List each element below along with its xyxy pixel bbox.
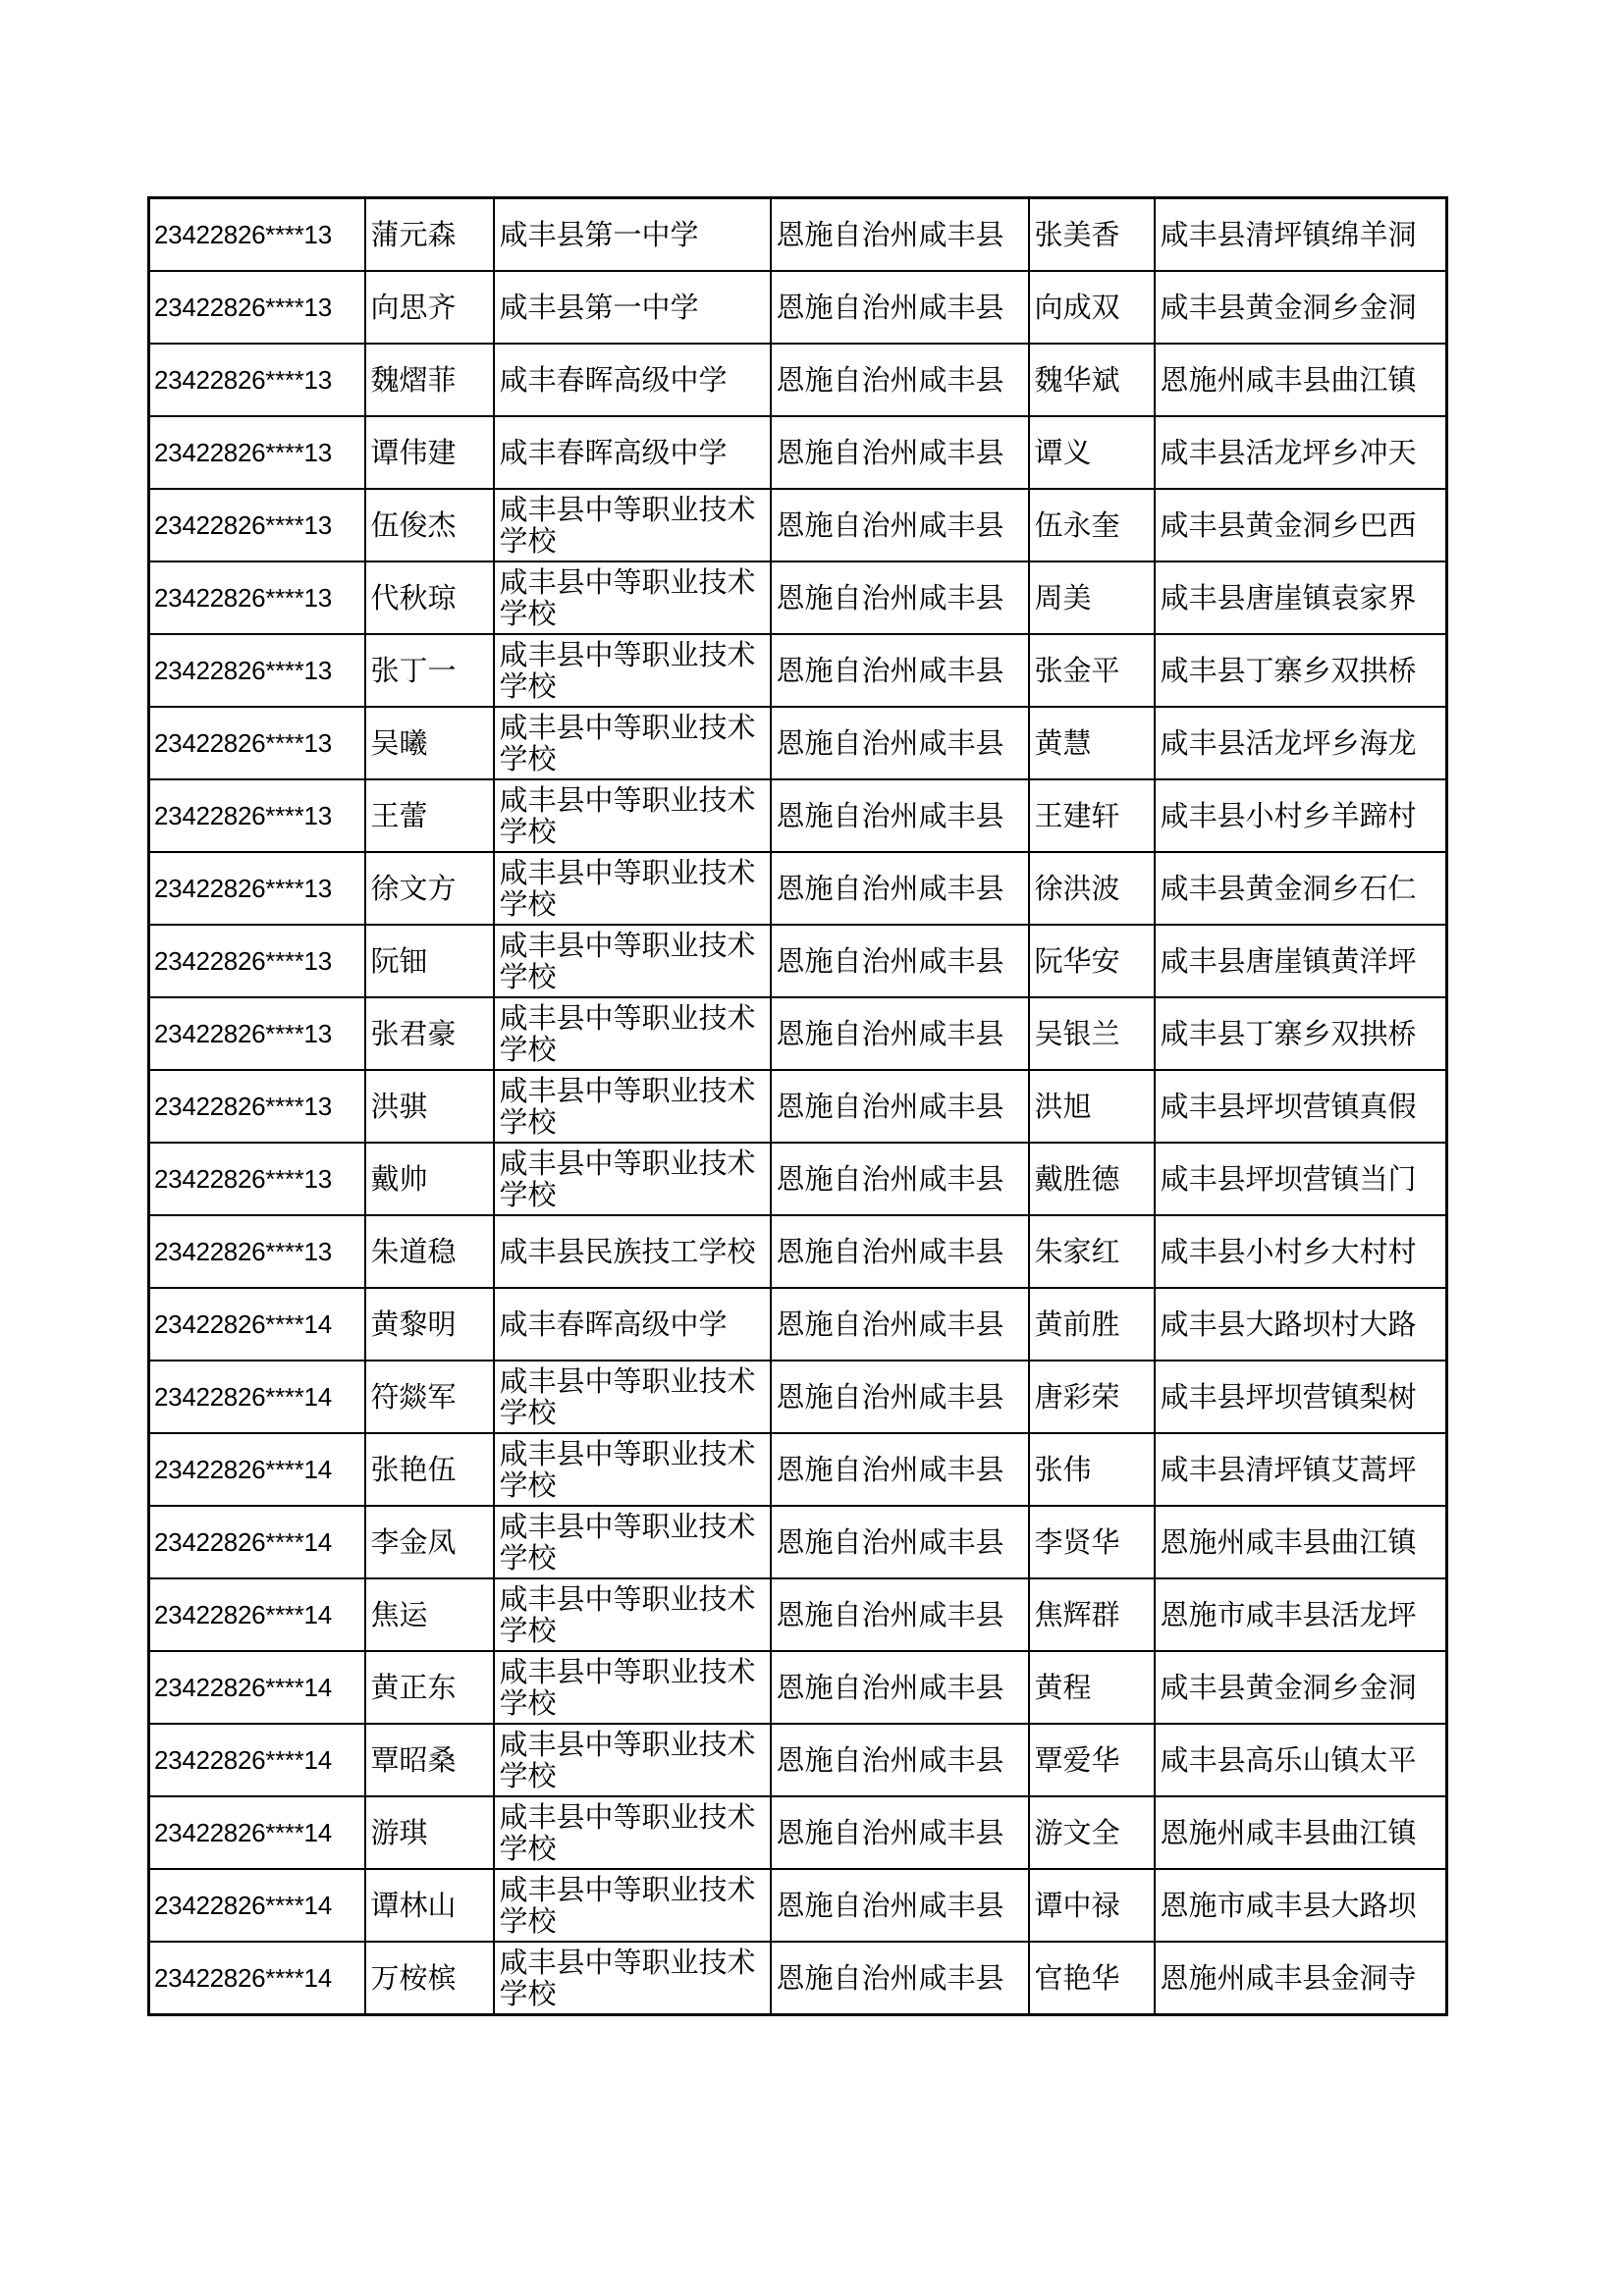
student-name-cell: 覃昭桑 <box>365 1724 494 1796</box>
guardian-name-cell: 魏华斌 <box>1029 344 1155 416</box>
school-cell: 咸丰县中等职业技术学校 <box>494 1942 771 2015</box>
school-cell: 咸丰县中等职业技术学校 <box>494 997 771 1070</box>
student-name-cell: 张艳伍 <box>365 1433 494 1506</box>
table-row <box>149 1942 1447 2015</box>
guardian-name-cell: 黄慧 <box>1029 707 1155 779</box>
address-cell: 咸丰县坪坝营镇真假 <box>1155 1070 1447 1143</box>
school-cell: 咸丰县中等职业技术学校 <box>494 1869 771 1942</box>
guardian-name-cell: 伍永奎 <box>1029 489 1155 561</box>
student-name-cell: 蒲元森 <box>365 198 494 272</box>
region-cell: 恩施自治州咸丰县 <box>771 1796 1029 1869</box>
address-cell: 恩施市咸丰县大路坝 <box>1155 1869 1447 1942</box>
region-cell: 恩施自治州咸丰县 <box>771 1288 1029 1361</box>
guardian-name-cell: 黄前胜 <box>1029 1288 1155 1361</box>
guardian-name-cell: 张伟 <box>1029 1433 1155 1506</box>
address-cell: 咸丰县高乐山镇太平 <box>1155 1724 1447 1796</box>
guardian-name-cell: 游文全 <box>1029 1796 1155 1869</box>
student-name-cell: 戴帅 <box>365 1143 494 1215</box>
table-row <box>149 1506 1447 1578</box>
table-row <box>149 1143 1447 1215</box>
student-name-cell: 洪骐 <box>365 1070 494 1143</box>
school-cell: 咸丰春晖高级中学 <box>494 1288 771 1361</box>
id-number-cell: 23422826****13 <box>149 997 365 1070</box>
id-number-cell: 23422826****13 <box>149 1143 365 1215</box>
region-cell: 恩施自治州咸丰县 <box>771 997 1029 1070</box>
table-row <box>149 1288 1447 1361</box>
id-number-cell: 23422826****13 <box>149 561 365 634</box>
student-name-cell: 李金凤 <box>365 1506 494 1578</box>
id-number-cell: 23422826****13 <box>149 779 365 852</box>
guardian-name-cell: 谭义 <box>1029 416 1155 489</box>
id-number-cell: 23422826****14 <box>149 1288 365 1361</box>
region-cell: 恩施自治州咸丰县 <box>771 1651 1029 1724</box>
table-row <box>149 1796 1447 1869</box>
guardian-name-cell: 官艳华 <box>1029 1942 1155 2015</box>
roster-body <box>149 198 1447 2015</box>
region-cell: 恩施自治州咸丰县 <box>771 1215 1029 1288</box>
school-cell: 咸丰县中等职业技术学校 <box>494 852 771 925</box>
school-cell: 咸丰县中等职业技术学校 <box>494 1361 771 1433</box>
guardian-name-cell: 覃爱华 <box>1029 1724 1155 1796</box>
region-cell: 恩施自治州咸丰县 <box>771 271 1029 344</box>
guardian-name-cell: 王建轩 <box>1029 779 1155 852</box>
student-name-cell: 黄正东 <box>365 1651 494 1724</box>
address-cell: 咸丰县活龙坪乡冲天 <box>1155 416 1447 489</box>
student-roster-table <box>147 196 1448 2016</box>
school-cell: 咸丰县中等职业技术学校 <box>494 925 771 997</box>
table-row <box>149 1433 1447 1506</box>
region-cell: 恩施自治州咸丰县 <box>771 198 1029 272</box>
region-cell: 恩施自治州咸丰县 <box>771 1724 1029 1796</box>
table-row <box>149 1361 1447 1433</box>
address-cell: 咸丰县黄金洞乡金洞 <box>1155 1651 1447 1724</box>
table-row <box>149 1070 1447 1143</box>
school-cell: 咸丰县民族技工学校 <box>494 1215 771 1288</box>
region-cell: 恩施自治州咸丰县 <box>771 1869 1029 1942</box>
student-name-cell: 王蕾 <box>365 779 494 852</box>
region-cell: 恩施自治州咸丰县 <box>771 1433 1029 1506</box>
id-number-cell: 23422826****13 <box>149 925 365 997</box>
table-row <box>149 489 1447 561</box>
address-cell: 咸丰县活龙坪乡海龙 <box>1155 707 1447 779</box>
region-cell: 恩施自治州咸丰县 <box>771 416 1029 489</box>
school-cell: 咸丰县中等职业技术学校 <box>494 779 771 852</box>
guardian-name-cell: 朱家红 <box>1029 1215 1155 1288</box>
id-number-cell: 23422826****14 <box>149 1506 365 1578</box>
guardian-name-cell: 戴胜德 <box>1029 1143 1155 1215</box>
student-name-cell: 游琪 <box>365 1796 494 1869</box>
guardian-name-cell: 洪旭 <box>1029 1070 1155 1143</box>
guardian-name-cell: 焦辉群 <box>1029 1578 1155 1651</box>
school-cell: 咸丰县中等职业技术学校 <box>494 707 771 779</box>
school-cell: 咸丰县中等职业技术学校 <box>494 1070 771 1143</box>
student-name-cell: 万桉槟 <box>365 1942 494 2015</box>
region-cell: 恩施自治州咸丰县 <box>771 707 1029 779</box>
guardian-name-cell: 吴银兰 <box>1029 997 1155 1070</box>
address-cell: 恩施州咸丰县金洞寺 <box>1155 1942 1447 2015</box>
table-row <box>149 271 1447 344</box>
id-number-cell: 23422826****14 <box>149 1578 365 1651</box>
guardian-name-cell: 谭中禄 <box>1029 1869 1155 1942</box>
student-name-cell: 张丁一 <box>365 634 494 707</box>
school-cell: 咸丰县中等职业技术学校 <box>494 1796 771 1869</box>
table-row <box>149 1724 1447 1796</box>
id-number-cell: 23422826****13 <box>149 634 365 707</box>
student-name-cell: 谭林山 <box>365 1869 494 1942</box>
table-row <box>149 416 1447 489</box>
table-row <box>149 925 1447 997</box>
student-name-cell: 向思齐 <box>365 271 494 344</box>
school-cell: 咸丰县第一中学 <box>494 271 771 344</box>
table-row <box>149 779 1447 852</box>
school-cell: 咸丰县中等职业技术学校 <box>494 1578 771 1651</box>
table-row <box>149 198 1447 272</box>
guardian-name-cell: 黄程 <box>1029 1651 1155 1724</box>
address-cell: 咸丰县小村乡羊蹄村 <box>1155 779 1447 852</box>
address-cell: 咸丰县黄金洞乡金洞 <box>1155 271 1447 344</box>
id-number-cell: 23422826****14 <box>149 1651 365 1724</box>
school-cell: 咸丰县中等职业技术学校 <box>494 1724 771 1796</box>
id-number-cell: 23422826****14 <box>149 1796 365 1869</box>
student-name-cell: 徐文方 <box>365 852 494 925</box>
table-row <box>149 1651 1447 1724</box>
region-cell: 恩施自治州咸丰县 <box>771 489 1029 561</box>
region-cell: 恩施自治州咸丰县 <box>771 779 1029 852</box>
student-name-cell: 张君豪 <box>365 997 494 1070</box>
id-number-cell: 23422826****13 <box>149 1215 365 1288</box>
id-number-cell: 23422826****14 <box>149 1724 365 1796</box>
school-cell: 咸丰县中等职业技术学校 <box>494 1651 771 1724</box>
guardian-name-cell: 阮华安 <box>1029 925 1155 997</box>
id-number-cell: 23422826****13 <box>149 707 365 779</box>
student-name-cell: 代秋琼 <box>365 561 494 634</box>
region-cell: 恩施自治州咸丰县 <box>771 1070 1029 1143</box>
address-cell: 咸丰县丁寨乡双拱桥 <box>1155 634 1447 707</box>
guardian-name-cell: 唐彩荣 <box>1029 1361 1155 1433</box>
guardian-name-cell: 张美香 <box>1029 198 1155 272</box>
student-name-cell: 魏熠菲 <box>365 344 494 416</box>
address-cell: 咸丰县清坪镇艾蒿坪 <box>1155 1433 1447 1506</box>
id-number-cell: 23422826****14 <box>149 1869 365 1942</box>
table-row <box>149 634 1447 707</box>
guardian-name-cell: 李贤华 <box>1029 1506 1155 1578</box>
region-cell: 恩施自治州咸丰县 <box>771 1361 1029 1433</box>
school-cell: 咸丰县中等职业技术学校 <box>494 489 771 561</box>
student-name-cell: 吴曦 <box>365 707 494 779</box>
address-cell: 咸丰县唐崖镇袁家界 <box>1155 561 1447 634</box>
table-row <box>149 344 1447 416</box>
address-cell: 咸丰县小村乡大村村 <box>1155 1215 1447 1288</box>
address-cell: 恩施州咸丰县曲江镇 <box>1155 1506 1447 1578</box>
region-cell: 恩施自治州咸丰县 <box>771 1143 1029 1215</box>
address-cell: 恩施市咸丰县活龙坪 <box>1155 1578 1447 1651</box>
address-cell: 咸丰县唐崖镇黄洋坪 <box>1155 925 1447 997</box>
region-cell: 恩施自治州咸丰县 <box>771 1506 1029 1578</box>
id-number-cell: 23422826****14 <box>149 1361 365 1433</box>
id-number-cell: 23422826****13 <box>149 489 365 561</box>
table-row <box>149 852 1447 925</box>
school-cell: 咸丰县中等职业技术学校 <box>494 561 771 634</box>
region-cell: 恩施自治州咸丰县 <box>771 634 1029 707</box>
guardian-name-cell: 周美 <box>1029 561 1155 634</box>
guardian-name-cell: 徐洪波 <box>1029 852 1155 925</box>
school-cell: 咸丰县中等职业技术学校 <box>494 1143 771 1215</box>
school-cell: 咸丰县中等职业技术学校 <box>494 634 771 707</box>
address-cell: 咸丰县坪坝营镇梨树 <box>1155 1361 1447 1433</box>
address-cell: 咸丰县黄金洞乡石仁 <box>1155 852 1447 925</box>
guardian-name-cell: 向成双 <box>1029 271 1155 344</box>
school-cell: 咸丰县第一中学 <box>494 198 771 272</box>
address-cell: 咸丰县大路坝村大路 <box>1155 1288 1447 1361</box>
id-number-cell: 23422826****13 <box>149 198 365 272</box>
student-name-cell: 朱道稳 <box>365 1215 494 1288</box>
school-cell: 咸丰县中等职业技术学校 <box>494 1433 771 1506</box>
guardian-name-cell: 张金平 <box>1029 634 1155 707</box>
region-cell: 恩施自治州咸丰县 <box>771 561 1029 634</box>
region-cell: 恩施自治州咸丰县 <box>771 1578 1029 1651</box>
table-row <box>149 561 1447 634</box>
student-name-cell: 黄黎明 <box>365 1288 494 1361</box>
school-cell: 咸丰春晖高级中学 <box>494 344 771 416</box>
region-cell: 恩施自治州咸丰县 <box>771 925 1029 997</box>
region-cell: 恩施自治州咸丰县 <box>771 344 1029 416</box>
table-row <box>149 1869 1447 1942</box>
table-row <box>149 707 1447 779</box>
id-number-cell: 23422826****13 <box>149 344 365 416</box>
student-name-cell: 焦运 <box>365 1578 494 1651</box>
school-cell: 咸丰县中等职业技术学校 <box>494 1506 771 1578</box>
address-cell: 恩施州咸丰县曲江镇 <box>1155 1796 1447 1869</box>
school-cell: 咸丰春晖高级中学 <box>494 416 771 489</box>
student-name-cell: 谭伟建 <box>365 416 494 489</box>
student-name-cell: 伍俊杰 <box>365 489 494 561</box>
id-number-cell: 23422826****13 <box>149 852 365 925</box>
address-cell: 恩施州咸丰县曲江镇 <box>1155 344 1447 416</box>
table-row <box>149 997 1447 1070</box>
address-cell: 咸丰县清坪镇绵羊洞 <box>1155 198 1447 272</box>
address-cell: 咸丰县丁寨乡双拱桥 <box>1155 997 1447 1070</box>
table-row <box>149 1215 1447 1288</box>
id-number-cell: 23422826****13 <box>149 1070 365 1143</box>
table-row <box>149 1578 1447 1651</box>
id-number-cell: 23422826****14 <box>149 1433 365 1506</box>
id-number-cell: 23422826****13 <box>149 416 365 489</box>
region-cell: 恩施自治州咸丰县 <box>771 852 1029 925</box>
id-number-cell: 23422826****13 <box>149 271 365 344</box>
region-cell: 恩施自治州咸丰县 <box>771 1942 1029 2015</box>
id-number-cell: 23422826****14 <box>149 1942 365 2015</box>
student-name-cell: 符燚军 <box>365 1361 494 1433</box>
address-cell: 咸丰县坪坝营镇当门 <box>1155 1143 1447 1215</box>
address-cell: 咸丰县黄金洞乡巴西 <box>1155 489 1447 561</box>
student-name-cell: 阮钿 <box>365 925 494 997</box>
